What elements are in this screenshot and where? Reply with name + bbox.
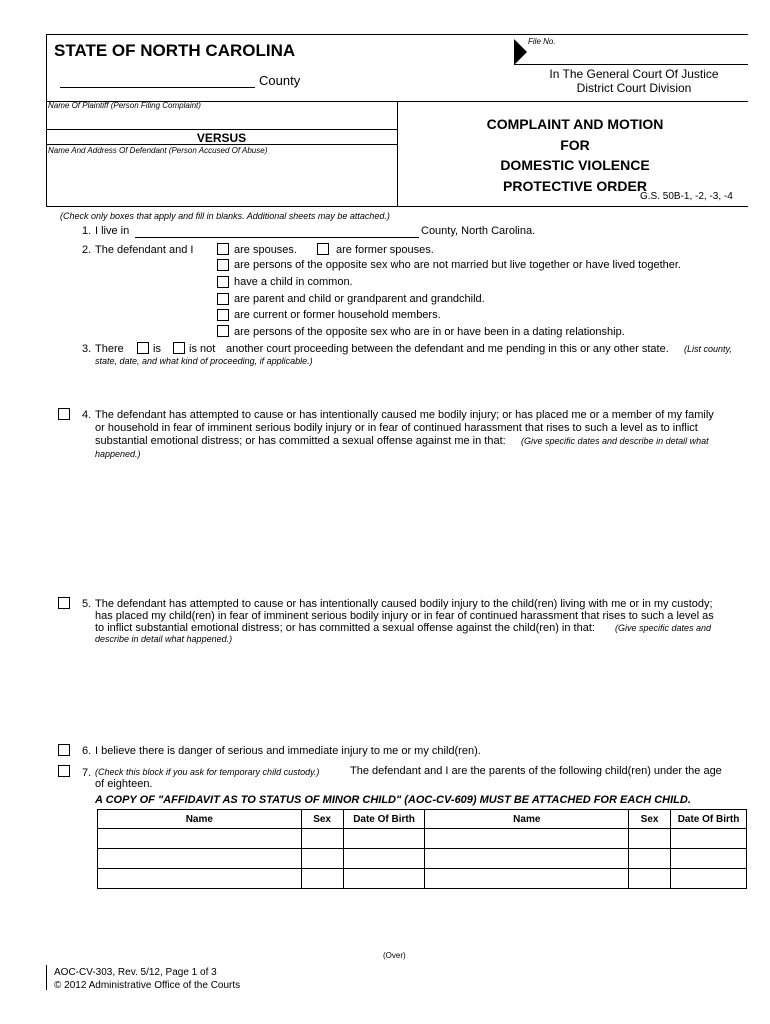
- parent-child-checkbox[interactable]: [217, 293, 229, 305]
- col-header-dob: Date Of Birth: [671, 810, 747, 829]
- item7-note: (Check this block if you ask for temporary child custody.): [95, 767, 320, 777]
- item4-note1: (Give specific dates and describe in detail what: [521, 436, 709, 446]
- item3-is: is: [153, 343, 161, 355]
- form-id: AOC-CV-303, Rev. 5/12, Page 1 of 3: [54, 967, 217, 978]
- file-no-input[interactable]: [514, 64, 748, 65]
- child-sex-cell[interactable]: [301, 849, 343, 869]
- header-top-rule: [46, 34, 748, 35]
- table-header-row: [98, 810, 747, 829]
- children-table: [97, 809, 747, 889]
- residence-county-input[interactable]: [135, 237, 419, 238]
- state-title: STATE OF NORTH CAROLINA: [54, 41, 296, 60]
- item4-line2: or household in fear of imminent serious bodily injury or in fear of continued harassment that rises to such a level as to inflict: [95, 422, 698, 434]
- col-header-dob: Date Of Birth: [343, 810, 425, 829]
- court-line2: District Court Division: [576, 81, 692, 95]
- title-line2: FOR: [560, 137, 590, 153]
- relationship-option: are persons of the opposite sex who are not married but live together or have lived together.: [234, 259, 681, 271]
- item4-note2: happened.): [95, 449, 141, 459]
- item4-number: 4.: [82, 409, 92, 421]
- item5-note2: describe in detail what happened.): [95, 634, 233, 644]
- item3-note1: (List county,: [684, 344, 732, 354]
- relationship-option: are current or former household members.: [234, 309, 441, 321]
- item6-text: I believe there is danger of serious and immediate injury to me or my child(ren).: [95, 745, 481, 757]
- item5-details-input[interactable]: [95, 648, 745, 738]
- county-label: County: [259, 73, 301, 88]
- file-arrow-icon: [514, 39, 527, 65]
- child-name-cell[interactable]: [425, 849, 629, 869]
- item2-number: 2.: [82, 244, 92, 256]
- relationship-option: are persons of the opposite sex who are in or have been in a dating relationship.: [234, 326, 625, 338]
- table-row: [98, 829, 747, 849]
- item5-number: 5.: [82, 598, 92, 610]
- instructions: (Check only boxes that apply and fill in blanks. Additional sheets may be attached.): [60, 211, 390, 221]
- item7-checkbox[interactable]: [58, 765, 70, 777]
- plaintiff-label: Name Of Plaintiff (Person Filing Complaint): [48, 101, 201, 110]
- col-header-name: Name: [425, 810, 629, 829]
- versus-label: VERSUS: [196, 131, 247, 145]
- defendant-name-input[interactable]: [48, 158, 394, 203]
- item3-is-not: is not: [189, 343, 216, 355]
- item3-number: 3.: [82, 343, 92, 355]
- item7-line1: The defendant and I are the parents of the following child(ren) under the age: [350, 765, 722, 777]
- header-rule-3: [46, 144, 397, 145]
- child-name-cell[interactable]: [98, 829, 302, 849]
- item4-line3: substantial emotional distress; or has committed a sexual offense against me in that:: [95, 435, 506, 447]
- col-header-sex: Sex: [629, 810, 671, 829]
- spouses-label: are spouses.: [234, 244, 297, 256]
- former-spouses-checkbox[interactable]: [317, 243, 329, 255]
- item5-checkbox[interactable]: [58, 597, 70, 609]
- item5-note1: (Give specific dates and: [615, 623, 712, 633]
- table-row: [98, 849, 747, 869]
- item7-line2: of eighteen.: [95, 778, 153, 790]
- item7-warning: A COPY OF "AFFIDAVIT AS TO STATUS OF MINOR CHILD" (AOC-CV-609) MUST BE ATTACHED FOR EACH CHILD.: [95, 794, 691, 806]
- child-name-cell[interactable]: [98, 849, 302, 869]
- item1-number: 1.: [82, 225, 92, 237]
- statute-ref: G.S. 50B-1, -2, -3, -4: [640, 191, 733, 202]
- child-sex-cell[interactable]: [629, 829, 671, 849]
- county-input[interactable]: [60, 87, 255, 88]
- child-name-cell[interactable]: [98, 869, 302, 889]
- item1-suffix: County, North Carolina.: [421, 225, 536, 237]
- child-dob-cell[interactable]: [671, 849, 747, 869]
- live-together-checkbox[interactable]: [217, 259, 229, 271]
- item3-text: another court proceeding between the defendant and me pending in this or any other state.: [226, 343, 669, 355]
- header-mid-rule: [397, 101, 398, 206]
- item3-note2: state, date, and what kind of proceeding, if applicable.): [95, 356, 313, 366]
- child-dob-cell[interactable]: [671, 869, 747, 889]
- former-spouses-label: are former spouses.: [336, 244, 434, 256]
- dating-relationship-checkbox[interactable]: [217, 325, 229, 337]
- child-in-common-checkbox[interactable]: [217, 276, 229, 288]
- spouses-checkbox[interactable]: [217, 243, 229, 255]
- child-dob-cell[interactable]: [343, 869, 425, 889]
- copyright: © 2012 Administrative Office of the Courts: [54, 980, 241, 991]
- col-header-name: Name: [98, 810, 302, 829]
- item2-prefix: The defendant and I: [95, 244, 194, 256]
- title-line1: COMPLAINT AND MOTION: [486, 116, 664, 132]
- relationship-option: have a child in common.: [234, 276, 353, 288]
- title-line4: PROTECTIVE ORDER: [503, 178, 647, 194]
- over-label: (Over): [383, 951, 406, 960]
- child-name-cell[interactable]: [425, 869, 629, 889]
- item6-checkbox[interactable]: [58, 744, 70, 756]
- item4-checkbox[interactable]: [58, 408, 70, 420]
- household-members-checkbox[interactable]: [217, 309, 229, 321]
- col-header-sex: Sex: [301, 810, 343, 829]
- item6-number: 6.: [82, 745, 92, 757]
- footer-left-rule: [46, 965, 47, 990]
- item5-line3: to inflict substantial emotional distress; or has committed a sexual offense against the child(ren) in that:: [95, 622, 595, 634]
- item5-line2: has placed my child(ren) in fear of imminent serious bodily injury or in fear of continued harassment that rises to such a level as: [95, 610, 714, 622]
- proceeding-is-not-checkbox[interactable]: [173, 342, 185, 354]
- child-dob-cell[interactable]: [343, 829, 425, 849]
- child-sex-cell[interactable]: [629, 849, 671, 869]
- relationship-option: are parent and child or grandparent and grandchild.: [234, 293, 485, 305]
- child-sex-cell[interactable]: [301, 829, 343, 849]
- defendant-label: Name And Address Of Defendant (Person Accused Of Abuse): [48, 146, 268, 155]
- item4-line1: The defendant has attempted to cause or has intentionally caused me bodily injury; or has placed me or a member of my family: [95, 409, 714, 421]
- header-rule-2: [46, 129, 397, 130]
- title-line3: DOMESTIC VIOLENCE: [500, 157, 650, 173]
- item4-details-input[interactable]: [95, 462, 745, 592]
- item5-line1: The defendant has attempted to cause or has intentionally caused bodily injury to the child(ren) living with me or in my custody;: [95, 598, 713, 610]
- child-sex-cell[interactable]: [301, 869, 343, 889]
- child-dob-cell[interactable]: [671, 829, 747, 849]
- table-row: [98, 869, 747, 889]
- child-dob-cell[interactable]: [343, 849, 425, 869]
- proceeding-is-checkbox[interactable]: [137, 342, 149, 354]
- item7-number: 7.: [82, 767, 92, 779]
- file-no-label: File No.: [528, 37, 556, 46]
- child-sex-cell[interactable]: [629, 869, 671, 889]
- item1-prefix: I live in: [95, 225, 130, 237]
- header-bottom-rule: [46, 206, 748, 207]
- plaintiff-name-input[interactable]: [48, 111, 394, 127]
- child-name-cell[interactable]: [425, 829, 629, 849]
- header-left-rule: [46, 34, 47, 206]
- court-line1: In The General Court Of Justice: [549, 67, 719, 81]
- item3-there: There: [95, 343, 124, 355]
